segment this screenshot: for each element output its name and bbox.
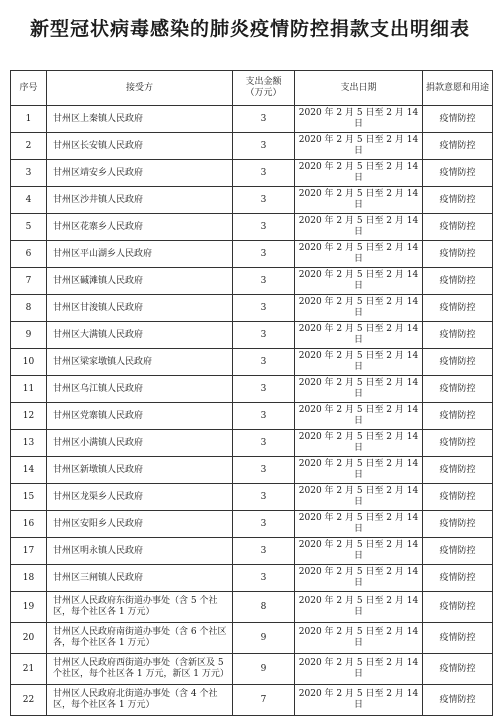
table-row [11,268,493,295]
cell-purpose: 疫情防控 [423,349,493,376]
cell-date: 2020 年 2 月 5 日至 2 月 14 日 [295,430,423,457]
cell-date: 2020 年 2 月 5 日至 2 月 14 日 [295,214,423,241]
cell-amount: 3 [233,484,295,511]
cell-date: 2020 年 2 月 5 日至 2 月 14 日 [295,538,423,565]
table-row [11,685,493,716]
cell-date: 2020 年 2 月 5 日至 2 月 14 日 [295,511,423,538]
cell-index: 4 [11,187,47,214]
cell-date: 2020 年 2 月 5 日至 2 月 14 日 [295,106,423,133]
cell-purpose: 疫情防控 [423,106,493,133]
header-amount-line1: 支出金额 [245,77,282,87]
cell-amount: 8 [233,592,295,623]
table-row [11,241,493,268]
cell-index: 18 [11,565,47,592]
cell-date: 2020 年 2 月 5 日至 2 月 14 日 [295,592,423,623]
cell-index: 16 [11,511,47,538]
cell-index: 10 [11,349,47,376]
page-title: 新型冠状病毒感染的肺炎疫情防控捐款支出明细表 [29,18,470,40]
cell-date: 2020 年 2 月 5 日至 2 月 14 日 [295,160,423,187]
cell-index: 9 [11,322,47,349]
table-row [11,187,493,214]
table-row [11,295,493,322]
cell-date: 2020 年 2 月 5 日至 2 月 14 日 [295,403,423,430]
cell-recipient: 甘州区碱滩镇人民政府 [47,268,233,295]
cell-purpose: 疫情防控 [423,376,493,403]
cell-date: 2020 年 2 月 5 日至 2 月 14 日 [295,187,423,214]
donation-expenditure-table [10,70,493,716]
cell-purpose: 疫情防控 [423,403,493,430]
cell-index: 22 [11,685,47,716]
cell-purpose: 疫情防控 [423,133,493,160]
cell-amount: 3 [233,295,295,322]
cell-date: 2020 年 2 月 5 日至 2 月 14 日 [295,685,423,716]
table-row [11,484,493,511]
cell-amount: 3 [233,133,295,160]
cell-amount: 7 [233,685,295,716]
cell-index: 7 [11,268,47,295]
cell-date: 2020 年 2 月 5 日至 2 月 14 日 [295,376,423,403]
cell-purpose: 疫情防控 [423,187,493,214]
cell-purpose: 疫情防控 [423,565,493,592]
cell-index: 20 [11,623,47,654]
cell-purpose: 疫情防控 [423,511,493,538]
cell-purpose: 疫情防控 [423,241,493,268]
header-purpose: 捐款意愿和用途 [423,71,493,106]
cell-purpose: 疫情防控 [423,623,493,654]
table-row [11,538,493,565]
cell-amount: 3 [233,565,295,592]
cell-index: 12 [11,403,47,430]
cell-purpose: 疫情防控 [423,592,493,623]
header-recipient: 接受方 [47,71,233,106]
cell-date: 2020 年 2 月 5 日至 2 月 14 日 [295,295,423,322]
cell-date: 2020 年 2 月 5 日至 2 月 14 日 [295,349,423,376]
cell-amount: 3 [233,538,295,565]
cell-index: 13 [11,430,47,457]
cell-recipient: 甘州区新墩镇人民政府 [47,457,233,484]
header-date: 支出日期 [295,71,423,106]
table-row [11,623,493,654]
cell-recipient: 甘州区党寨镇人民政府 [47,403,233,430]
cell-amount: 3 [233,160,295,187]
table-row [11,430,493,457]
cell-recipient: 甘州区平山湖乡人民政府 [47,241,233,268]
cell-amount: 3 [233,268,295,295]
table-row [11,565,493,592]
cell-date: 2020 年 2 月 5 日至 2 月 14 日 [295,241,423,268]
cell-recipient: 甘州区大满镇人民政府 [47,322,233,349]
cell-recipient: 甘州区三闸镇人民政府 [47,565,233,592]
cell-index: 2 [11,133,47,160]
cell-amount: 3 [233,322,295,349]
cell-recipient: 甘州区人民政府北街道办事处（含 4 个社区，每个社区各 1 万元） [47,685,233,716]
header-amount [233,71,295,106]
cell-index: 15 [11,484,47,511]
cell-date: 2020 年 2 月 5 日至 2 月 14 日 [295,565,423,592]
header-index: 序号 [11,71,47,106]
table-row [11,592,493,623]
cell-recipient: 甘州区小满镇人民政府 [47,430,233,457]
cell-date: 2020 年 2 月 5 日至 2 月 14 日 [295,322,423,349]
cell-amount: 3 [233,376,295,403]
cell-amount: 3 [233,241,295,268]
cell-recipient: 甘州区龙渠乡人民政府 [47,484,233,511]
cell-date: 2020 年 2 月 5 日至 2 月 14 日 [295,623,423,654]
cell-recipient: 甘州区乌江镇人民政府 [47,376,233,403]
table-body [11,106,493,716]
cell-index: 8 [11,295,47,322]
table-row [11,457,493,484]
cell-recipient: 甘州区人民政府西街道办事处（含新区及 5 个社区，每个社区各 1 万元，新区 1 万元） [47,654,233,685]
cell-date: 2020 年 2 月 5 日至 2 月 14 日 [295,133,423,160]
cell-amount: 3 [233,457,295,484]
cell-date: 2020 年 2 月 5 日至 2 月 14 日 [295,484,423,511]
table-row [11,214,493,241]
cell-amount: 3 [233,349,295,376]
cell-recipient: 甘州区甘浚镇人民政府 [47,295,233,322]
cell-purpose: 疫情防控 [423,322,493,349]
cell-recipient: 甘州区梁家墩镇人民政府 [47,349,233,376]
cell-index: 14 [11,457,47,484]
table-header-row [11,71,493,106]
cell-recipient: 甘州区上秦镇人民政府 [47,106,233,133]
table-row [11,349,493,376]
cell-index: 11 [11,376,47,403]
cell-purpose: 疫情防控 [423,160,493,187]
cell-purpose: 疫情防控 [423,268,493,295]
cell-recipient: 甘州区人民政府南街道办事处（含 6 个社区各，每个社区各 1 万元） [47,623,233,654]
cell-amount: 3 [233,187,295,214]
cell-recipient: 甘州区人民政府东街道办事处（含 5 个社区，每个社区各 1 万元） [47,592,233,623]
cell-purpose: 疫情防控 [423,654,493,685]
table-row [11,654,493,685]
header-amount-line2: （万元） [245,88,282,98]
table-row [11,376,493,403]
table-row [11,133,493,160]
cell-index: 3 [11,160,47,187]
cell-purpose: 疫情防控 [423,295,493,322]
cell-index: 5 [11,214,47,241]
cell-date: 2020 年 2 月 5 日至 2 月 14 日 [295,457,423,484]
cell-recipient: 甘州区长安镇人民政府 [47,133,233,160]
cell-amount: 3 [233,403,295,430]
table-row [11,511,493,538]
cell-purpose: 疫情防控 [423,484,493,511]
table-row [11,403,493,430]
cell-index: 6 [11,241,47,268]
table-row [11,322,493,349]
cell-amount: 3 [233,511,295,538]
cell-recipient: 甘州区花寨乡人民政府 [47,214,233,241]
cell-recipient: 甘州区安阳乡人民政府 [47,511,233,538]
cell-amount: 3 [233,430,295,457]
cell-index: 17 [11,538,47,565]
cell-amount: 3 [233,106,295,133]
cell-index: 21 [11,654,47,685]
cell-date: 2020 年 2 月 5 日至 2 月 14 日 [295,654,423,685]
cell-date: 2020 年 2 月 5 日至 2 月 14 日 [295,268,423,295]
cell-amount: 9 [233,623,295,654]
table-row [11,106,493,133]
cell-purpose: 疫情防控 [423,430,493,457]
cell-purpose: 疫情防控 [423,685,493,716]
cell-amount: 9 [233,654,295,685]
table-row [11,160,493,187]
cell-purpose: 疫情防控 [423,214,493,241]
cell-recipient: 甘州区沙井镇人民政府 [47,187,233,214]
cell-recipient: 甘州区明永镇人民政府 [47,538,233,565]
cell-recipient: 甘州区靖安乡人民政府 [47,160,233,187]
cell-index: 1 [11,106,47,133]
cell-index: 19 [11,592,47,623]
cell-purpose: 疫情防控 [423,538,493,565]
cell-purpose: 疫情防控 [423,457,493,484]
cell-amount: 3 [233,214,295,241]
